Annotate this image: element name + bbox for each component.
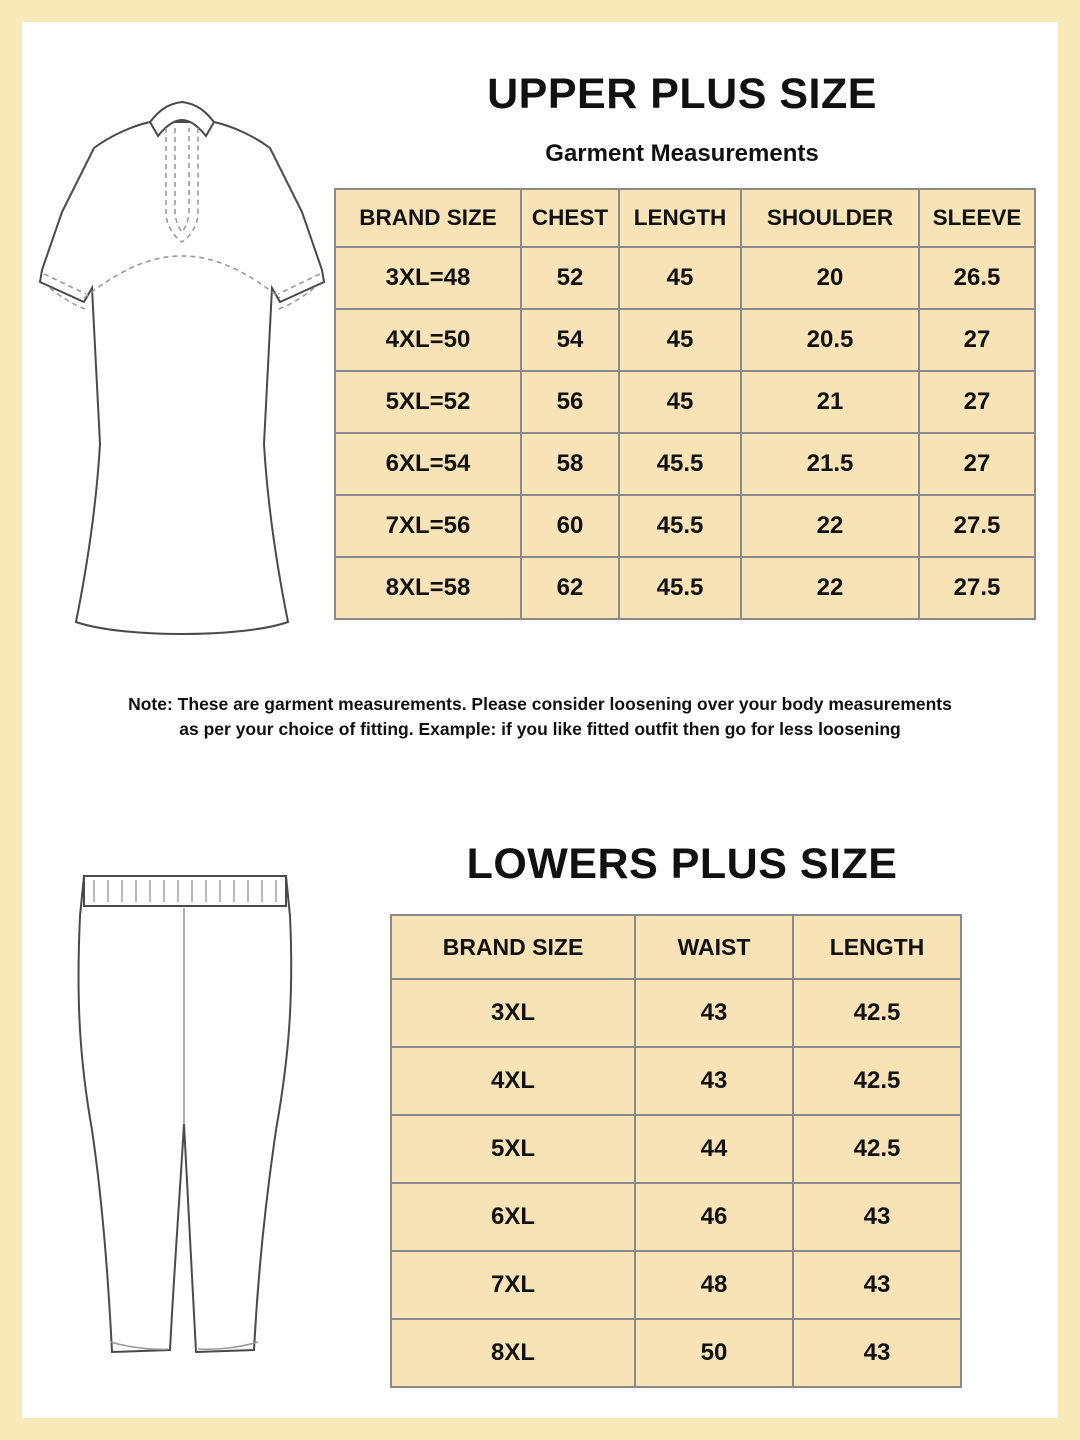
table-row <box>335 309 1035 371</box>
cell-brand-size: 5XL=52 <box>335 371 521 433</box>
cell-chest: 56 <box>521 371 619 433</box>
cell-length: 45.5 <box>619 433 741 495</box>
lower-size-table <box>390 914 962 1388</box>
cell-brand-size: 3XL <box>391 979 635 1047</box>
column-header-chest: CHEST <box>521 189 619 247</box>
cell-waist: 44 <box>635 1115 793 1183</box>
cell-chest: 58 <box>521 433 619 495</box>
cell-brand-size: 6XL=54 <box>335 433 521 495</box>
cell-length: 45 <box>619 247 741 309</box>
measurement-note <box>70 692 1010 743</box>
cell-brand-size: 7XL=56 <box>335 495 521 557</box>
column-header-brand-size: BRAND SIZE <box>391 915 635 979</box>
column-header-length: LENGTH <box>619 189 741 247</box>
cell-waist: 43 <box>635 1047 793 1115</box>
note-line-1: Note: These are garment measurements. Please consider loosening over your body measurements <box>128 694 952 714</box>
column-header-length: LENGTH <box>793 915 961 979</box>
cell-sleeve: 26.5 <box>919 247 1035 309</box>
cell-length: 45.5 <box>619 557 741 619</box>
upper-title: UPPER PLUS SIZE <box>487 70 877 118</box>
cell-brand-size: 4XL=50 <box>335 309 521 371</box>
table-row <box>335 495 1035 557</box>
cell-chest: 54 <box>521 309 619 371</box>
cell-sleeve: 27.5 <box>919 495 1035 557</box>
table-header-row <box>335 189 1035 247</box>
cell-chest: 62 <box>521 557 619 619</box>
table-row <box>335 433 1035 495</box>
table-row <box>335 371 1035 433</box>
cell-waist: 43 <box>635 979 793 1047</box>
cell-length: 42.5 <box>793 979 961 1047</box>
cell-sleeve: 27.5 <box>919 557 1035 619</box>
cell-shoulder: 21.5 <box>741 433 919 495</box>
table-row <box>391 1047 961 1115</box>
cell-waist: 50 <box>635 1319 793 1387</box>
column-header-waist: WAIST <box>635 915 793 979</box>
column-header-brand-size: BRAND SIZE <box>335 189 521 247</box>
cell-length: 45.5 <box>619 495 741 557</box>
cell-length: 43 <box>793 1183 961 1251</box>
table-row <box>391 979 961 1047</box>
cell-length: 45 <box>619 309 741 371</box>
cell-length: 42.5 <box>793 1115 961 1183</box>
cell-waist: 46 <box>635 1183 793 1251</box>
table-row <box>391 1319 961 1387</box>
size-chart-page <box>22 22 1058 1418</box>
cell-sleeve: 27 <box>919 371 1035 433</box>
upper-size-section <box>22 22 1058 762</box>
column-header-shoulder: SHOULDER <box>741 189 919 247</box>
table-header-row <box>391 915 961 979</box>
lower-size-section <box>22 762 1058 1418</box>
cell-sleeve: 27 <box>919 433 1035 495</box>
cell-brand-size: 6XL <box>391 1183 635 1251</box>
cell-length: 45 <box>619 371 741 433</box>
cell-length: 42.5 <box>793 1047 961 1115</box>
table-row <box>391 1115 961 1183</box>
table-row <box>391 1251 961 1319</box>
cell-brand-size: 8XL=58 <box>335 557 521 619</box>
cell-brand-size: 5XL <box>391 1115 635 1183</box>
cell-brand-size: 7XL <box>391 1251 635 1319</box>
table-row <box>335 557 1035 619</box>
cell-sleeve: 27 <box>919 309 1035 371</box>
leggings-line-drawing <box>50 862 320 1382</box>
cell-brand-size: 4XL <box>391 1047 635 1115</box>
upper-size-table <box>334 188 1036 620</box>
cell-shoulder: 21 <box>741 371 919 433</box>
cell-chest: 52 <box>521 247 619 309</box>
cell-brand-size: 3XL=48 <box>335 247 521 309</box>
cell-length: 43 <box>793 1319 961 1387</box>
cell-length: 43 <box>793 1251 961 1319</box>
cell-chest: 60 <box>521 495 619 557</box>
cell-shoulder: 20 <box>741 247 919 309</box>
lower-title: LOWERS PLUS SIZE <box>466 840 898 888</box>
table-row <box>335 247 1035 309</box>
note-line-2: as per your choice of fitting. Example: if you like fitted outfit then go for less loosening <box>179 719 901 740</box>
column-header-sleeve: SLEEVE <box>919 189 1035 247</box>
cell-waist: 48 <box>635 1251 793 1319</box>
table-row <box>391 1183 961 1251</box>
cell-shoulder: 22 <box>741 557 919 619</box>
cell-shoulder: 20.5 <box>741 309 919 371</box>
kurta-line-drawing <box>32 92 332 652</box>
cell-brand-size: 8XL <box>391 1319 635 1387</box>
upper-subtitle: Garment Measurements <box>545 140 819 167</box>
cell-shoulder: 22 <box>741 495 919 557</box>
